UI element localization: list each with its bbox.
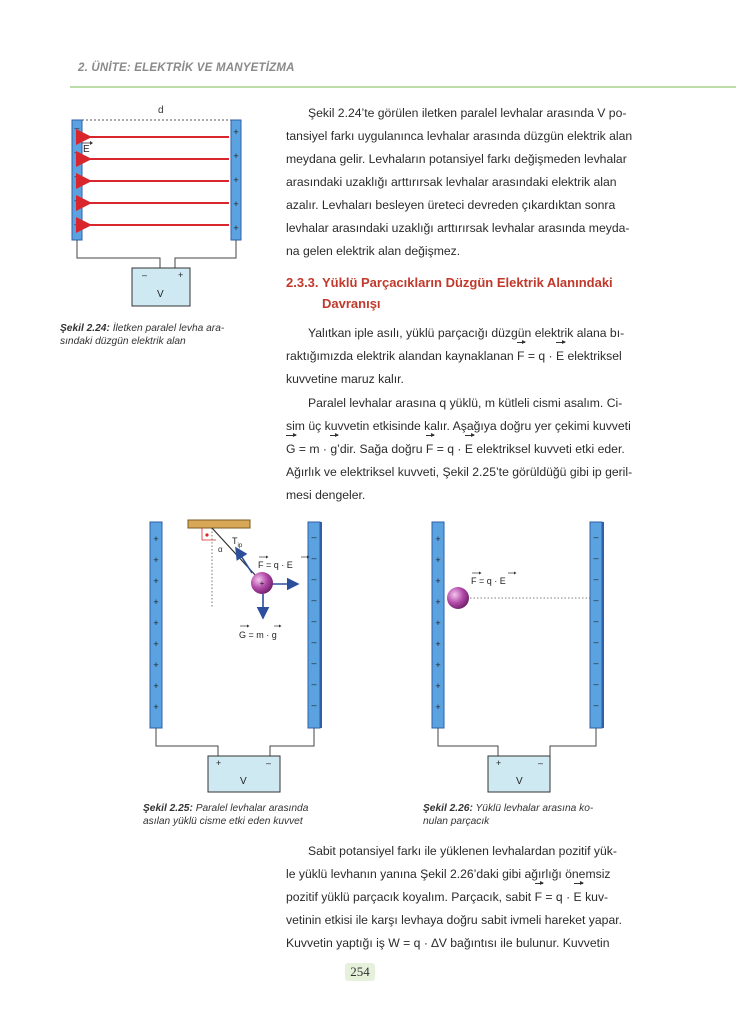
svg-text:–: – xyxy=(593,616,599,626)
svg-text:–: – xyxy=(538,758,544,768)
particle xyxy=(447,587,469,609)
svg-text:–: – xyxy=(311,658,317,668)
svg-text:–: – xyxy=(311,532,317,542)
svg-text:+: + xyxy=(233,223,239,233)
svg-text:–: – xyxy=(74,195,80,205)
svg-text:–: – xyxy=(311,679,317,689)
svg-text:–: – xyxy=(74,123,80,133)
svg-text:+: + xyxy=(153,555,159,565)
section-title: 2.3.3. Yüklü Parçacıkların Düzgün Elektrik Alanındaki Davranışı xyxy=(286,275,613,311)
header-rule xyxy=(70,86,736,88)
svg-text:+: + xyxy=(435,597,441,607)
svg-text:+: + xyxy=(435,702,441,712)
svg-text:+: + xyxy=(153,660,159,670)
battery-label: V xyxy=(240,776,247,787)
svg-text:–: – xyxy=(74,219,80,229)
paragraph-4: Sabit potansiyel farkı ile yüklenen levhalardan pozitif yük- le yüklü levhanın yanına Şekil 2.26’daki gibi ağırlığı önemsiz pozitif yüklü parçacık koyalım. Parçacık, sabit F = q · E kuv- vetinin etkisi ile karşı levhaya doğru sabit ivmeli hareket yapar. Kuvvetin yaptığı iş W = q · ∆V bağıntısı ile bulunur. Kuvvetin xyxy=(286,844,622,950)
figure-2-24-caption: Şekil 2.24: İletken paralel levha ara- sındaki düzgün elektrik alan xyxy=(60,323,225,347)
svg-text:–: – xyxy=(593,637,599,647)
svg-text:+: + xyxy=(153,534,159,544)
battery-label: V xyxy=(157,289,164,300)
figure-2-26 xyxy=(420,510,620,800)
svg-text:–: – xyxy=(593,553,599,563)
svg-text:–: – xyxy=(311,616,317,626)
field-lines xyxy=(90,137,229,225)
ceiling xyxy=(188,520,250,528)
svg-text:–: – xyxy=(74,171,80,181)
svg-text:+: + xyxy=(435,555,441,565)
field-label: E xyxy=(83,144,90,155)
svg-text:+: + xyxy=(153,576,159,586)
svg-text:+: + xyxy=(435,534,441,544)
svg-text:–: – xyxy=(593,658,599,668)
svg-text:+: + xyxy=(435,618,441,628)
paragraph-3: Paralel levhalar arasına q yüklü, m kütleli cismi asalım. Ci- sim üç kuvvetin etkisinde kalır. Aşağıya doğru yer çekimi kuvveti G = m · g’dir. Sağa doğru F = q · E elektriksel kuvveti etki eder. Ağırlık ve elektriksel kuvveti, Şekil 2.25’te görüldüğü gibi ip geril- mesi dengeler. xyxy=(286,396,633,502)
page-number: 254 xyxy=(345,963,375,981)
svg-text:–: – xyxy=(593,700,599,710)
svg-text:+: + xyxy=(233,199,239,209)
svg-text:–: – xyxy=(593,574,599,584)
svg-text:+: + xyxy=(435,660,441,670)
svg-text:+: + xyxy=(178,270,184,280)
figure-2-24 xyxy=(60,100,275,315)
svg-text:+: + xyxy=(153,702,159,712)
svg-text:+: + xyxy=(435,576,441,586)
svg-text:+: + xyxy=(153,597,159,607)
weight-label: G = m · g xyxy=(239,630,277,640)
svg-text:+: + xyxy=(153,618,159,628)
unit-header: 2. ÜNİTE: ELEKTRİK VE MANYETİZMA xyxy=(78,62,295,74)
svg-text:+: + xyxy=(216,758,222,768)
angle-label: α xyxy=(218,545,223,554)
paragraph-2: Yalıtkan iple asılı, yüklü parçacığı düzgün elektrik alana bı- raktığımızda elektrik alandan kaynaklanan F = q · E elektriksel kuvvetine maruz kalır. xyxy=(286,326,625,386)
tension-label: $T_{ip}$ xyxy=(232,536,243,549)
figure-2-25-caption: Şekil 2.25: Paralel levhalar arasında asılan yüklü cisme etki eden kuvvet xyxy=(143,803,309,827)
svg-text:–: – xyxy=(266,758,272,768)
figure-2-26-caption: Şekil 2.26: Yüklü levhalar arasına ko- nulan parçacık xyxy=(423,803,594,827)
svg-text:+: + xyxy=(496,758,502,768)
svg-text:–: – xyxy=(593,595,599,605)
svg-text:–: – xyxy=(311,595,317,605)
svg-text:–: – xyxy=(311,637,317,647)
svg-text:+: + xyxy=(435,681,441,691)
battery-label: V xyxy=(516,776,523,787)
svg-text:+: + xyxy=(233,127,239,137)
svg-text:+: + xyxy=(153,639,159,649)
svg-text:–: – xyxy=(311,700,317,710)
svg-text:–: – xyxy=(74,147,80,157)
svg-text:+: + xyxy=(233,175,239,185)
svg-text:–: – xyxy=(142,270,148,280)
svg-text:+: + xyxy=(435,639,441,649)
force-label: F = q · E xyxy=(258,560,293,570)
distance-label: d xyxy=(158,105,164,116)
svg-text:–: – xyxy=(593,679,599,689)
svg-text:–: – xyxy=(593,532,599,542)
figure-2-25 xyxy=(140,510,355,800)
svg-text:+: + xyxy=(259,579,265,588)
svg-text:+: + xyxy=(153,681,159,691)
intro-paragraph: Şekil 2.24’te görülen iletken paralel levhalar arasında V po- tansiyel farkı uygulanınca levhalar arasında düzgün elektrik alan meydana gelir. Levhaların potansiyel farkı değişmeden levhalar arasındaki uzaklığı arttırırsak levhalar arasındaki elektrik alan azalır. Levhaları besleyen üreteci devreden çıkardıktan sonra levhalar arasındaki uzaklığı arttırırsak levhalar arasında meyda- na gelen elektrik alan değişmez. xyxy=(286,106,633,258)
force-label: F = q · E xyxy=(471,576,506,586)
svg-text:–: – xyxy=(311,553,317,563)
svg-text:–: – xyxy=(311,574,317,584)
svg-text:+: + xyxy=(233,151,239,161)
